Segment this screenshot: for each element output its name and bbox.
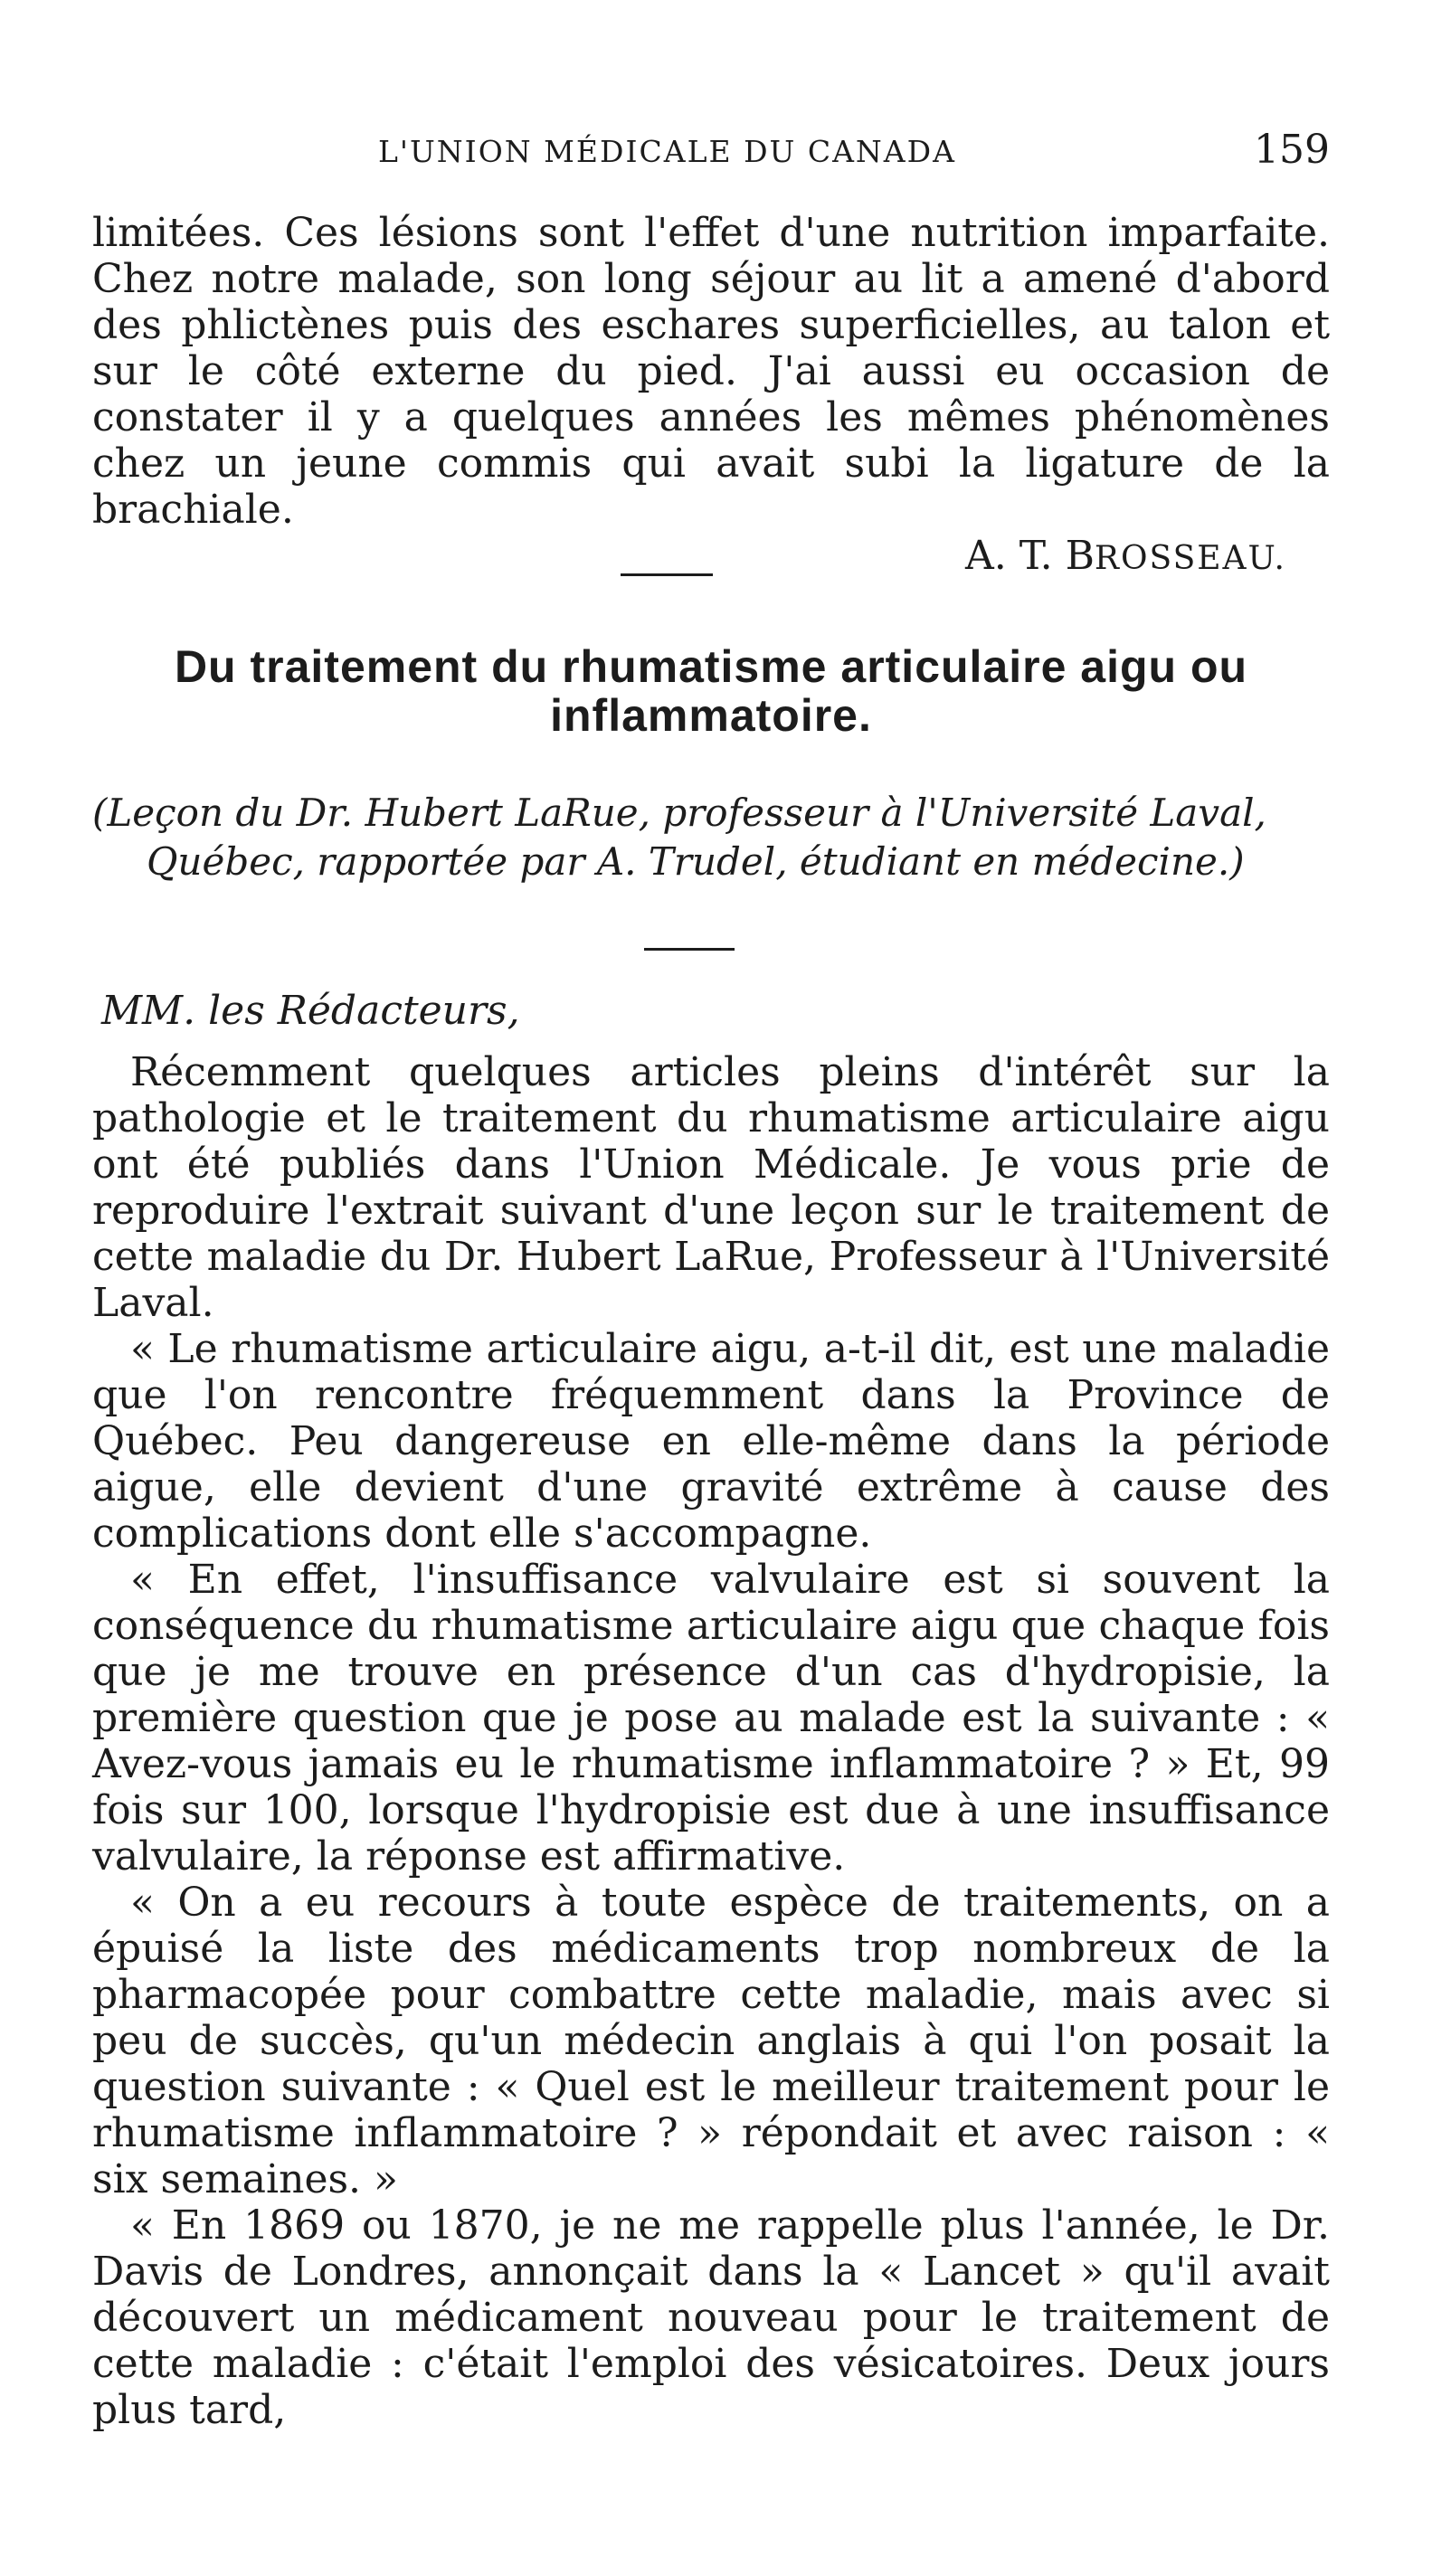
signature-initials: A. T. B [964, 533, 1095, 579]
document-page [92, 0, 1330, 2576]
intro-paragraph: limitées. Ces lésions sont l'effet d'une nutrition imparfaite. Chez notre malade, son long séjour au lit a amené d'abord des phlictènes puis des eschares superficielles, au talon et sur le côté externe du pied. J'ai aussi eu occasion de constater il y a quelques années les mêmes phénomènes chez un jeune commis qui avait subi la ligature de la brachiale. [92, 210, 1330, 533]
body-paragraph: « En effet, l'insuffisance valvulaire est si souvent la conséquence du rhumatisme articulaire aigu que chaque fois que je me trouve en présence d'un cas d'hydropisie, la première question que je pose au malade est la suivante : « Avez-vous jamais eu le rhumatisme inflammatoire ? » Et, 99 fois sur 100, lorsque l'hydropisie est due à une insuffisance valvulaire, la réponse est affirmative. [92, 1557, 1330, 1880]
article-byline [92, 789, 1330, 886]
signature-small-caps: ROSSEAU. [1094, 540, 1286, 577]
article-title [92, 642, 1330, 740]
body-paragraph: « Le rhumatisme articulaire aigu, a-t-il dit, est une maladie que l'on rencontre fréquemment dans la Province de Québec. Peu dangereuse en elle-même dans la période aigue, elle devient d'une gravité extrême à cause des complications dont elle s'accompagne. [92, 1326, 1330, 1557]
byline-line-2: Québec, rapportée par A. Trudel, étudiant en médecine.) [147, 839, 1245, 884]
body-paragraph: « On a eu recours à toute espèce de traitements, on a épuisé la liste des médicaments trop nombreux de la pharmacopée pour combattre cette maladie, mais avec si peu de succès, qu'un médecin anglais à qui l'on posait la question suivante : « Quel est le meilleur traitement pour le rhumatisme inflammatoire ? » répondait et avec raison : « six semaines. » [92, 1880, 1330, 2202]
salutation: MM. les Rédacteurs, [101, 988, 520, 1034]
running-title: L'UNION MÉDICALE DU CANADA [378, 134, 956, 169]
body-paragraph: Récemment quelques articles pleins d'intérêt sur la pathologie et le traitement du rhumatisme articulaire aigu ont été publiés dans l'Union Médicale. Je vous prie de reproduire l'extrait suivant d'une leçon sur le traitement de cette maladie du Dr. Hubert LaRue, Professeur à l'Université Laval. [92, 1049, 1330, 1326]
article-body [92, 1049, 1330, 2433]
byline-divider [644, 948, 735, 951]
running-head [92, 127, 1330, 181]
previous-article-ending [92, 210, 1330, 582]
article-title-line-1: Du traitement du rhumatisme articulaire aigu ou [174, 641, 1248, 692]
byline-line-1: (Leçon du Dr. Hubert LaRue, professeur à l'Université Laval, [92, 791, 1266, 835]
section-divider [621, 573, 713, 576]
article-title-line-2: inflammatoire. [550, 690, 872, 741]
body-paragraph: « En 1869 ou 1870, je ne me rappelle plus l'année, le Dr. Davis de Londres, annonçait dans la « Lancet » qu'il avait découvert un médicament nouveau pour le traitement de cette maladie : c'était l'emploi des vésicatoires. Deux jours plus tard, [92, 2202, 1330, 2433]
page-number: 159 [1254, 127, 1330, 173]
